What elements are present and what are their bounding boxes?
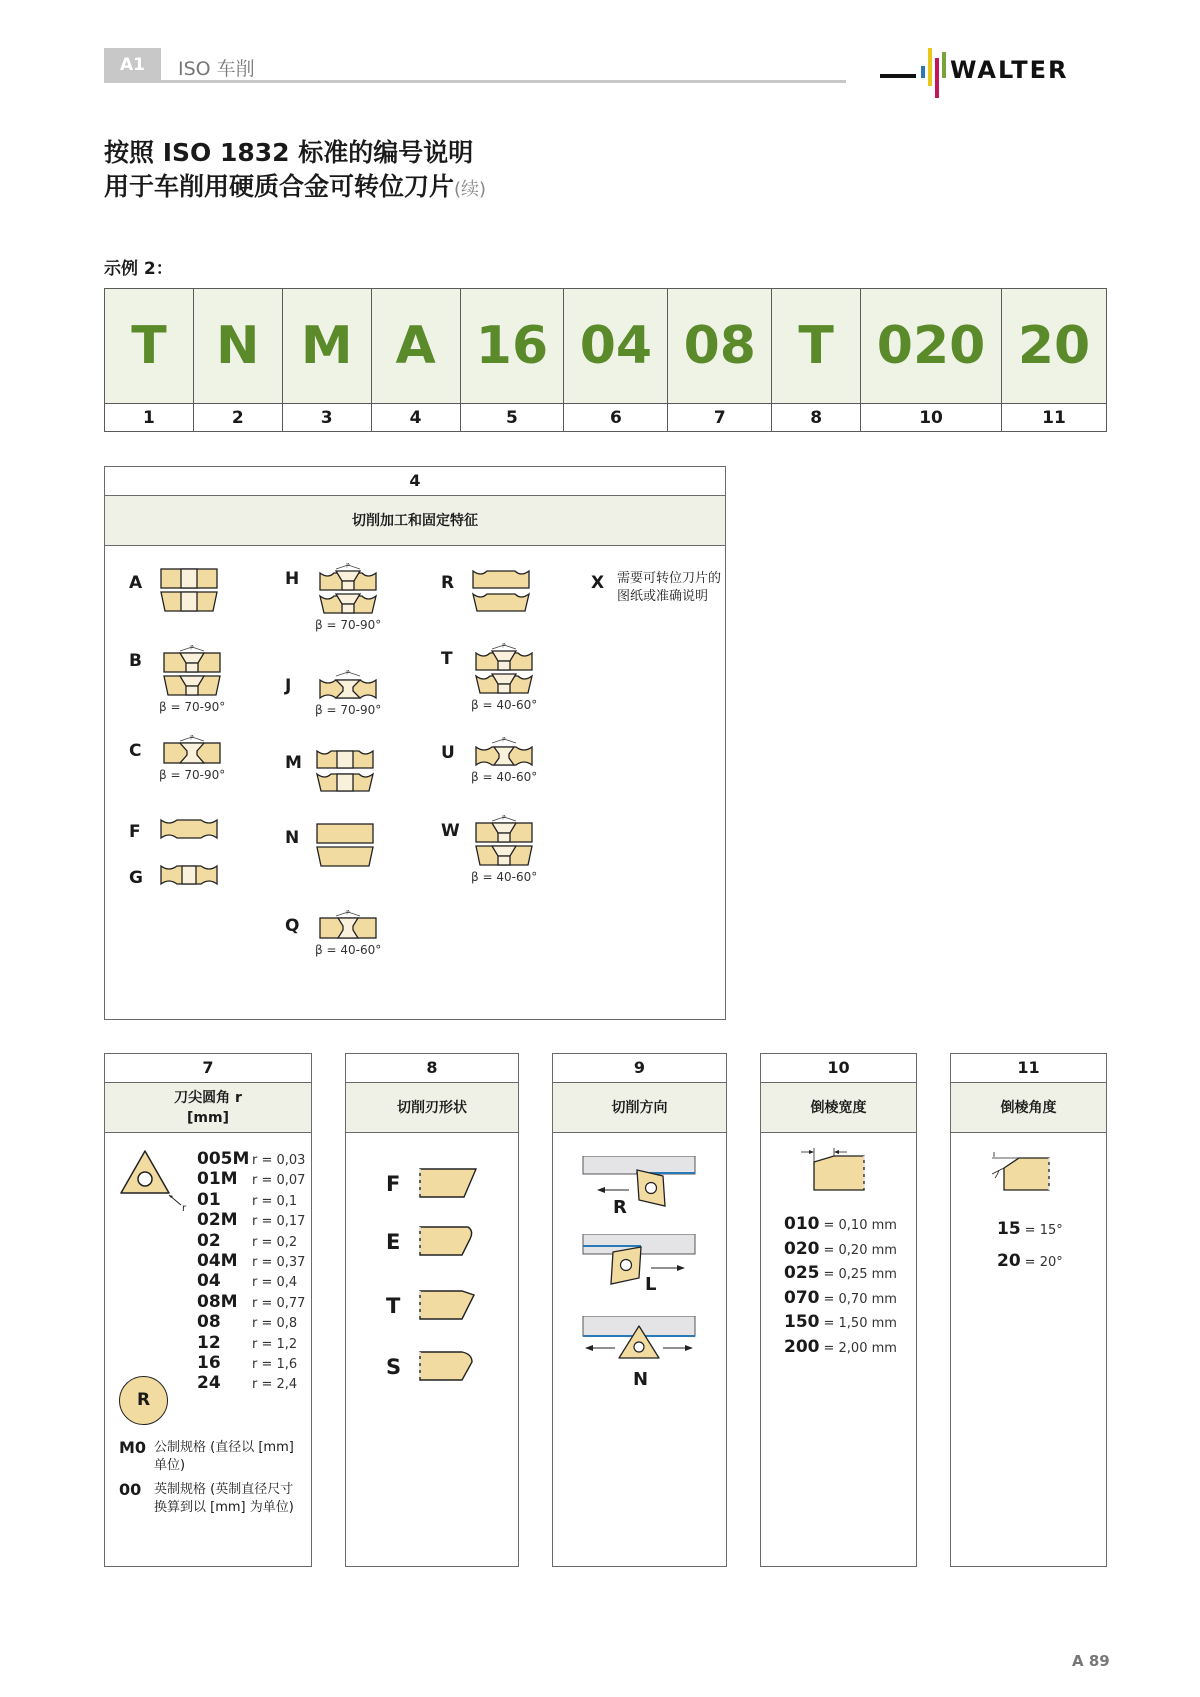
- position-cell: 10: [861, 404, 1002, 432]
- insert-shape-icon: [471, 567, 531, 613]
- panel-land-angle: [950, 1053, 1107, 1567]
- feature-G: [129, 862, 219, 888]
- insert-shape-icon: [474, 815, 534, 867]
- position-row: [105, 404, 1107, 432]
- panel-edge-shape: [345, 1053, 519, 1567]
- feature-J: [285, 670, 381, 717]
- insert-shape-icon: [315, 747, 375, 793]
- right-hand-direction-icon: [581, 1156, 701, 1216]
- list-item: 005M r = 0,03: [197, 1149, 306, 1169]
- position-cell: 8: [772, 404, 861, 432]
- continued-label: (续): [454, 179, 487, 200]
- feature-U: [441, 737, 537, 784]
- feature-W: [441, 815, 537, 884]
- feature-Q: [285, 910, 381, 957]
- feature-code: N: [285, 828, 300, 848]
- left-hand-direction-icon: [581, 1234, 701, 1294]
- beta-angle: β = 40-60°: [471, 770, 538, 784]
- direction-N: N: [633, 1369, 649, 1390]
- radius-list: [197, 1149, 305, 1394]
- feature-code: U: [441, 743, 455, 763]
- code-row: [105, 289, 1107, 404]
- panel-heading: 刀尖圆角 r [mm]: [105, 1083, 311, 1133]
- insert-shape-icon: [315, 822, 375, 868]
- panel-heading: 切削刃形状: [346, 1083, 518, 1133]
- code-cell: T: [772, 289, 861, 404]
- round-insert-icon: R: [119, 1376, 168, 1425]
- edge-shape-E: E: [386, 1225, 480, 1259]
- panel-number: 8: [346, 1054, 518, 1083]
- rounded-edge-icon: [418, 1225, 480, 1259]
- svg-text:r: r: [182, 1203, 187, 1214]
- list-item: 02 r = 0,2: [197, 1230, 298, 1251]
- triangle-insert-icon: [117, 1149, 197, 1229]
- chamfered-rounded-edge-icon: [418, 1350, 480, 1384]
- feature-code: A: [129, 573, 143, 593]
- edge-shape-S: S: [386, 1350, 480, 1384]
- code-cell: N: [193, 289, 282, 404]
- panel-number: 11: [951, 1054, 1106, 1083]
- list-item: 010 = 0,10 mm: [784, 1214, 897, 1234]
- panel-land-width: [760, 1053, 917, 1567]
- feature-F: [129, 816, 219, 842]
- feature-code: J: [285, 676, 292, 696]
- list-item: 24 r = 2,4: [197, 1373, 298, 1394]
- example-label: 示例 2：: [104, 259, 173, 279]
- panel-clamping-features: [104, 466, 726, 1020]
- list-item: 12 r = 1,2: [197, 1332, 298, 1353]
- position-cell: 5: [460, 404, 564, 432]
- feature-code: Q: [285, 916, 300, 936]
- insert-shape-icon: [318, 910, 378, 940]
- panel-heading: 切削加工和固定特征: [105, 496, 725, 546]
- panel-heading: 切削方向: [553, 1083, 726, 1133]
- list-item: 020 = 0,20 mm: [784, 1238, 897, 1259]
- position-cell: 1: [105, 404, 194, 432]
- direction-R: R: [613, 1197, 627, 1218]
- code-cell: A: [371, 289, 460, 404]
- position-cell: 3: [282, 404, 371, 432]
- list-item: 070 = 0,70 mm: [784, 1287, 897, 1308]
- feature-C: [129, 735, 225, 782]
- list-item: 15 = 15°: [997, 1219, 1063, 1239]
- feature-N: [285, 822, 375, 868]
- code-cell: 16: [460, 289, 564, 404]
- feature-code: G: [129, 868, 143, 888]
- insert-shape-icon: [162, 735, 222, 765]
- metric-note: M0 公制规格 (直径以 [mm] 单位): [119, 1438, 294, 1473]
- title-line-2: 用于车削用硬质合金可转位刀片: [104, 172, 455, 201]
- page-title: [104, 136, 486, 207]
- direction-L: L: [645, 1274, 657, 1295]
- code-cell: M: [282, 289, 371, 404]
- code-cell: 20: [1002, 289, 1107, 404]
- code-cell: 04: [564, 289, 668, 404]
- beta-angle: β = 70-90°: [159, 768, 226, 782]
- imperial-note: 00 英制规格 (英制直径尺寸换算到以 [mm] 为单位): [119, 1480, 294, 1515]
- panel-heading: 倒棱宽度: [761, 1083, 916, 1133]
- code-cell: T: [105, 289, 194, 404]
- feature-code: W: [441, 821, 460, 841]
- insert-shape-icon: [159, 862, 219, 886]
- edge-shape-F: F: [386, 1167, 480, 1201]
- land-width-diagram-icon: [799, 1148, 869, 1198]
- header-rule: [104, 80, 846, 83]
- page-number: A 89: [1072, 1652, 1110, 1670]
- land-angle-list: [997, 1219, 1063, 1283]
- code-cell: 08: [668, 289, 772, 404]
- feature-code: R: [441, 573, 455, 593]
- svg-text:WALTER: WALTER: [950, 56, 1069, 84]
- chamfered-edge-icon: [418, 1289, 480, 1323]
- list-item: 08 r = 0,8: [197, 1312, 298, 1333]
- beta-angle: β = 70-90°: [315, 618, 382, 632]
- feature-M: [285, 747, 375, 793]
- beta-angle: β = 40-60°: [471, 698, 538, 712]
- designation-code-table: [104, 288, 1107, 432]
- section-tab: A1: [104, 48, 161, 83]
- insert-shape-icon: [474, 643, 534, 695]
- neutral-direction-icon: [581, 1316, 701, 1376]
- insert-shape-icon: [159, 816, 219, 840]
- insert-shape-icon: [474, 737, 534, 767]
- sharp-edge-icon: [418, 1167, 480, 1201]
- list-item: 01M r = 0,07: [197, 1169, 306, 1190]
- feature-code: H: [285, 569, 300, 589]
- code-cell: 020: [861, 289, 1002, 404]
- feature-R: [441, 567, 531, 613]
- panel-number: 9: [553, 1054, 726, 1083]
- insert-shape-icon: [162, 645, 222, 697]
- panel-cutting-direction: [552, 1053, 727, 1567]
- panel-heading: 倒棱角度: [951, 1083, 1106, 1133]
- insert-shape-icon: [318, 563, 378, 615]
- feature-code: M: [285, 753, 302, 773]
- panel-number: 7: [105, 1054, 311, 1083]
- position-cell: 7: [668, 404, 772, 432]
- list-item: 025 = 0,25 mm: [784, 1263, 897, 1283]
- list-item: 08M r = 0,77: [197, 1291, 306, 1312]
- list-item: 150 = 1,50 mm: [784, 1312, 897, 1332]
- list-item: 04 r = 0,4: [197, 1271, 298, 1292]
- beta-angle: β = 40-60°: [471, 870, 538, 884]
- feature-code: T: [441, 649, 453, 669]
- list-item: 200 = 2,00 mm: [784, 1336, 897, 1357]
- list-item: 16 r = 1,6: [197, 1352, 298, 1373]
- feature-code: B: [129, 651, 142, 671]
- list-item: 20 = 20°: [997, 1251, 1063, 1271]
- position-cell: 11: [1002, 404, 1107, 432]
- list-item: 01 r = 0,1: [197, 1189, 298, 1210]
- land-width-list: [784, 1214, 897, 1361]
- position-cell: 6: [564, 404, 668, 432]
- beta-angle: β = 70-90°: [315, 703, 382, 717]
- panel-number: 4: [105, 467, 725, 496]
- feature-T: [441, 643, 537, 712]
- land-angle-diagram-icon: [989, 1148, 1059, 1198]
- list-item: 02M r = 0,17: [197, 1210, 306, 1231]
- section-title: ISO 车削: [178, 58, 255, 80]
- insert-shape-icon: [159, 567, 219, 613]
- list-item: 04M r = 0,37: [197, 1250, 306, 1271]
- feature-code: C: [129, 741, 142, 761]
- edge-shape-T: T: [386, 1289, 480, 1323]
- panel-corner-radius: [104, 1053, 312, 1567]
- feature-H: [285, 563, 381, 632]
- title-line-1: 按照 ISO 1832 标准的编号说明: [104, 138, 474, 167]
- feature-X-description: 需要可转位刀片的图纸或准确说明: [617, 571, 722, 604]
- position-cell: 2: [193, 404, 282, 432]
- beta-angle: β = 40-60°: [315, 943, 382, 957]
- panel-number: 10: [761, 1054, 916, 1083]
- feature-B: [129, 645, 225, 714]
- feature-code: F: [129, 822, 141, 842]
- beta-angle: β = 70-90°: [159, 700, 226, 714]
- feature-A: [129, 567, 219, 613]
- insert-shape-icon: [318, 670, 378, 700]
- walter-logo: [880, 44, 1106, 104]
- feature-code: X: [591, 573, 605, 593]
- position-cell: 4: [371, 404, 460, 432]
